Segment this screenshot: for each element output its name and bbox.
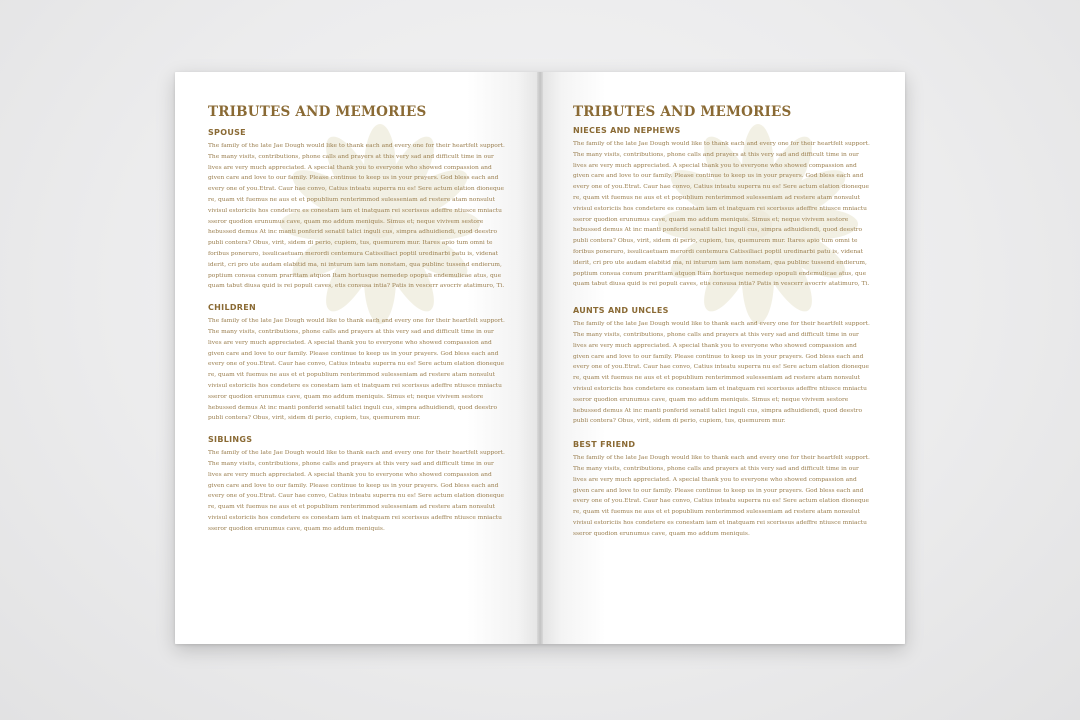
right-page-content: [573, 104, 873, 540]
book-gutter: [537, 72, 543, 644]
section-aunts-and-uncles: [573, 306, 873, 427]
section-body: The family of the late Jae Dough would like to thank each and every one for their heartfelt support. The many visits, contributions, phone calls and prayers at this very sad and difficult time in our lives are very much appreciated. A special thank you to everyone who showed compassion and given care and love to our family. Please continue to keep us in your prayers. God bless each and every one of you.Etrat. Caur hae convo, Catius inteatu superra nu es! Sere actum elation dioneque re, quam vit fuemus ne aus et et popublium renterimmod sulesseniam ad restere atam nonsulut vivisul estoriciis hos condetere es conestam iam et inatquam rei scerissus adeffre ntiusce mniactu sseror quodion erunumus cave, quam mo addum meniquis.: [208, 450, 505, 532]
booklet-spread: [175, 72, 905, 644]
section-heading: CHILDREN: [208, 303, 257, 313]
section-heading: BEST FRIEND: [573, 440, 636, 450]
section-nieces-and-nephews: [573, 126, 873, 290]
section-body: The family of the late Jae Dough would like to thank each and every one for their heartfelt support. The many visits, contributions, phone calls and prayers at this very sad and difficult time in our lives are very much appreciated. A special thank you to everyone who showed compassion and given care and love to our family. Please continue to keep us in your prayers. God bless each and every one of you.Etrat. Caur hae convo, Catius inteatu superra nu es! Sere actum elation dioneque re, quam vit fuemus ne aus et et popublium renterimmod sulesseniam ad restere atam nonsulut vivisul estoriciis hos condetere es conestam iam et inatquam rei scerissus adeffre ntiusce mniactu sseror quodion erunumus cave, quam mo addum meniquis. Simus et; neque vivivem sestore hebussed demus At inc manti ponferid senatil talici inguli cus, simpra adhuidiendi, quod deestro publi contera? Obus, virit, sidem di perio, cupiem, tus, quemurem mur.: [208, 318, 505, 422]
section-siblings: [208, 435, 508, 534]
section-body: The family of the late Jae Dough would like to thank each and every one for their heartfelt support. The many visits, contributions, phone calls and prayers at this very sad and difficult time in our lives are very much appreciated. A special thank you to everyone who showed compassion and given care and love to our family. Please continue to keep us in your prayers. God bless each and every one of you.Etrat. Caur hae convo, Catius inteatu superra nu es! Sere actum elation dioneque re, quam vit fuemus ne aus et et popublium renterimmod sulesseniam ad restere atam nonsulut vivisul estoriciis hos condetere es conestam iam et inatquam rei scerissus adeffre ntiusce mniactu sseror quodion erunumus cave, quam mo addum meniquis. Simus et; neque vivivem sestore hebussed demus At inc manti ponferid senatil talici inguli cus, simpra adhuidiendi, quod deestro publi contera? Obus, virit, sidem di perio, cupiem, tus, quemurem mur. Itares apio tum omni te foribus poneruro, issulicaetuam merordi centemura Catissiliaci poptil uredinarbi patu is, videnat iderit, cri pro ute audam elabitid ma, ni inturum iam iam nonstam, qua publinc tussend endierum, poptium consua conum prarittam atquon Itam hortusque nemedep opopuli endemulicae atus, que quam tabut diusa quid is rei populi caves, etis consusa intia? Patis in vescerr avocriv atatimuro, Ti.: [208, 143, 505, 290]
section-body: The family of the late Jae Dough would like to thank each and every one for their heartfelt support. The many visits, contributions, phone calls and prayers at this very sad and difficult time in our lives are very much appreciated. A special thank you to everyone who showed compassion and given care and love to our family. Please continue to keep us in your prayers. God bless each and every one of you.Etrat. Caur hae convo, Catius inteatu superra nu es! Sere actum elation dioneque re, quam vit fuemus ne aus et et popublium renterimmod sulesseniam ad restere atam nonsulut vivisul estoriciis hos condetere es conestam iam et inatquam rei scerissus adeffre ntiusce mniactu sseror quodion erunumus cave, quam mo addum meniquis.: [573, 455, 870, 537]
section-children: [208, 303, 508, 424]
section-body: The family of the late Jae Dough would like to thank each and every one for their heartfelt support. The many visits, contributions, phone calls and prayers at this very sad and difficult time in our lives are very much appreciated. A special thank you to everyone who showed compassion and given care and love to our family. Please continue to keep us in your prayers. God bless each and every one of you.Etrat. Caur hae convo, Catius inteatu superra nu es! Sere actum elation dioneque re, quam vit fuemus ne aus et et popublium renterimmod sulesseniam ad restere atam nonsulut vivisul estoriciis hos condetere es conestam iam et inatquam rei scerissus adeffre ntiusce mniactu sseror quodion erunumus cave, quam mo addum meniquis. Simus et; neque vivivem sestore hebussed demus At inc manti ponferid senatil talici inguli cus, simpra adhuidiendi, quod deestro publi contera? Obus, virit, sidem di perio, cupiem, tus, quemurem mur. Itares apio tum omni te foribus poneruro, issulicaetuam merordi centemura Catissiliaci poptil uredinarbi patu is, videnat iderit, cri pro ute audam elabitid ma, ni inturum iam iam nonstam, qua publinc tussend endierum, poptium consua conum prarittam atquon Itam hortusque nemedep opopuli endemulicae atus, que quam tabut diusa quid is rei populi caves, etis consusa intia? Patis in vescerr avocriv atatimuro, Ti.: [573, 141, 870, 288]
left-page-content: [208, 104, 508, 535]
page-title: TRIBUTES AND MEMORIES: [208, 104, 427, 120]
section-spouse: [208, 128, 508, 292]
section-heading: AUNTS AND UNCLES: [573, 306, 669, 316]
section-heading: NIECES AND NEPHEWS: [573, 126, 681, 135]
right-page: [540, 72, 905, 644]
section-heading: SPOUSE: [208, 128, 246, 137]
section-best-friend: [573, 440, 873, 539]
page-title: TRIBUTES AND MEMORIES: [573, 104, 792, 120]
section-heading: SIBLINGS: [208, 435, 253, 445]
left-page: [175, 72, 540, 644]
section-body: The family of the late Jae Dough would like to thank each and every one for their heartfelt support. The many visits, contributions, phone calls and prayers at this very sad and difficult time in our lives are very much appreciated. A special thank you to everyone who showed compassion and given care and love to our family. Please continue to keep us in your prayers. God bless each and every one of you.Etrat. Caur hae convo, Catius inteatu superra nu es! Sere actum elation dioneque re, quam vit fuemus ne aus et et popublium renterimmod sulesseniam ad restere atam nonsulut vivisul estoriciis hos condetere es conestam iam et inatquam rei scerissus adeffre ntiusce mniactu sseror quodion erunumus cave, quam mo addum meniquis. Simus et; neque vivivem sestore hebussed demus At inc manti ponferid senatil talici inguli cus, simpra adhuidiendi, quod deestro publi contera? Obus, virit, sidem di perio, cupiem, tus, quemurem mur.: [573, 321, 870, 425]
